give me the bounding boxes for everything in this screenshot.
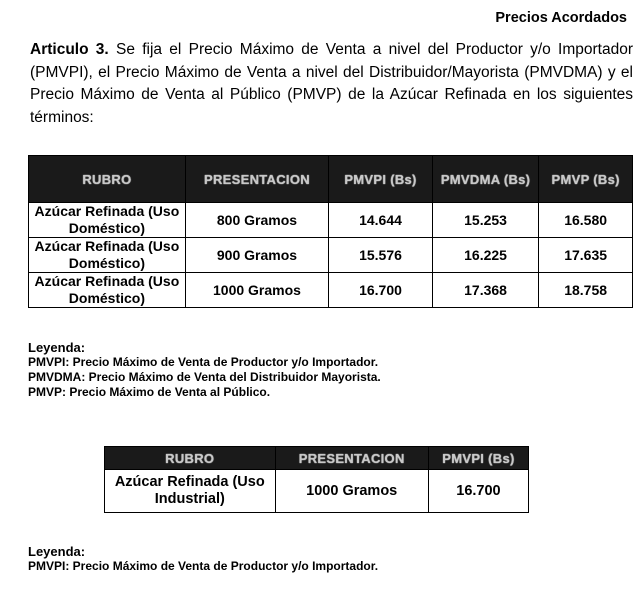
cell-pmvdma: 17.368: [432, 273, 538, 308]
cell-presentacion: 1000 Gramos: [275, 470, 428, 513]
cell-pmvp: 16.580: [539, 203, 633, 238]
legend-item-pmvpi: PMVPI: Precio Máximo de Venta de Productor y/o Importador.: [28, 355, 379, 369]
cell-pmvdma: 15.253: [432, 203, 538, 238]
table-row: [29, 273, 633, 308]
legend-heading: Leyenda:: [28, 544, 86, 559]
cell-pmvp: 18.758: [539, 273, 633, 308]
legend-heading: Leyenda:: [28, 340, 86, 355]
cell-presentacion: 800 Gramos: [185, 203, 328, 238]
legend-item-pmvp: PMVP: Precio Máximo de Venta al Público.: [28, 385, 271, 399]
table-row: [29, 238, 633, 273]
cell-presentacion: 900 Gramos: [185, 238, 328, 273]
cell-pmvpi: 16.700: [428, 470, 528, 513]
cell-presentacion: 1000 Gramos: [185, 273, 328, 308]
cell-rubro: Azúcar Refinada (Uso Doméstico): [29, 203, 186, 238]
col-header-pmvdma: PMVDMA (Bs): [432, 156, 538, 203]
cell-pmvp: 17.635: [539, 238, 633, 273]
article-paragraph: [30, 39, 633, 129]
cell-rubro: Azúcar Refinada (Uso Industrial): [105, 470, 276, 513]
cell-rubro: Azúcar Refinada (Uso Doméstico): [29, 273, 186, 308]
col-header-presentacion: PRESENTACION: [275, 447, 428, 470]
cell-rubro: Azúcar Refinada (Uso Doméstico): [29, 238, 186, 273]
article-text: Se fija el Precio Máximo de Venta a nivel del Productor y/o Importador (PMVPI), el Precio Máximo de Venta a nivel del Distribuidor/Mayorista (PMVDMA) y el Precio Máximo de Venta al Público (PMVP) de la Azúcar Refinada en los siguientes términos:: [30, 41, 633, 126]
table-header-row: [105, 447, 529, 470]
section-title: Precios Acordados: [495, 10, 627, 26]
legend-item-pmvpi: PMVPI: Precio Máximo de Venta de Productor y/o Importador.: [28, 559, 379, 573]
cell-pmvpi: 14.644: [329, 203, 433, 238]
legend-industrial: [28, 544, 378, 574]
table-row: [105, 470, 529, 513]
legend-item-pmvdma: PMVDMA: Precio Máximo de Venta del Distribuidor Mayorista.: [28, 370, 381, 384]
col-header-pmvpi: PMVPI (Bs): [428, 447, 528, 470]
col-header-pmvp: PMVP (Bs): [539, 156, 633, 203]
col-header-rubro: RUBRO: [105, 447, 276, 470]
cell-pmvdma: 16.225: [432, 238, 538, 273]
table-row: [29, 203, 633, 238]
table-header-row: [29, 156, 633, 203]
legend-domestic: [28, 340, 381, 400]
col-header-pmvpi: PMVPI (Bs): [329, 156, 433, 203]
price-table-industrial: [104, 446, 529, 513]
cell-pmvpi: 15.576: [329, 238, 433, 273]
article-number: Articulo 3.: [30, 41, 109, 58]
col-header-presentacion: PRESENTACION: [185, 156, 328, 203]
col-header-rubro: RUBRO: [29, 156, 186, 203]
price-table-domestic: [28, 155, 633, 308]
cell-pmvpi: 16.700: [329, 273, 433, 308]
